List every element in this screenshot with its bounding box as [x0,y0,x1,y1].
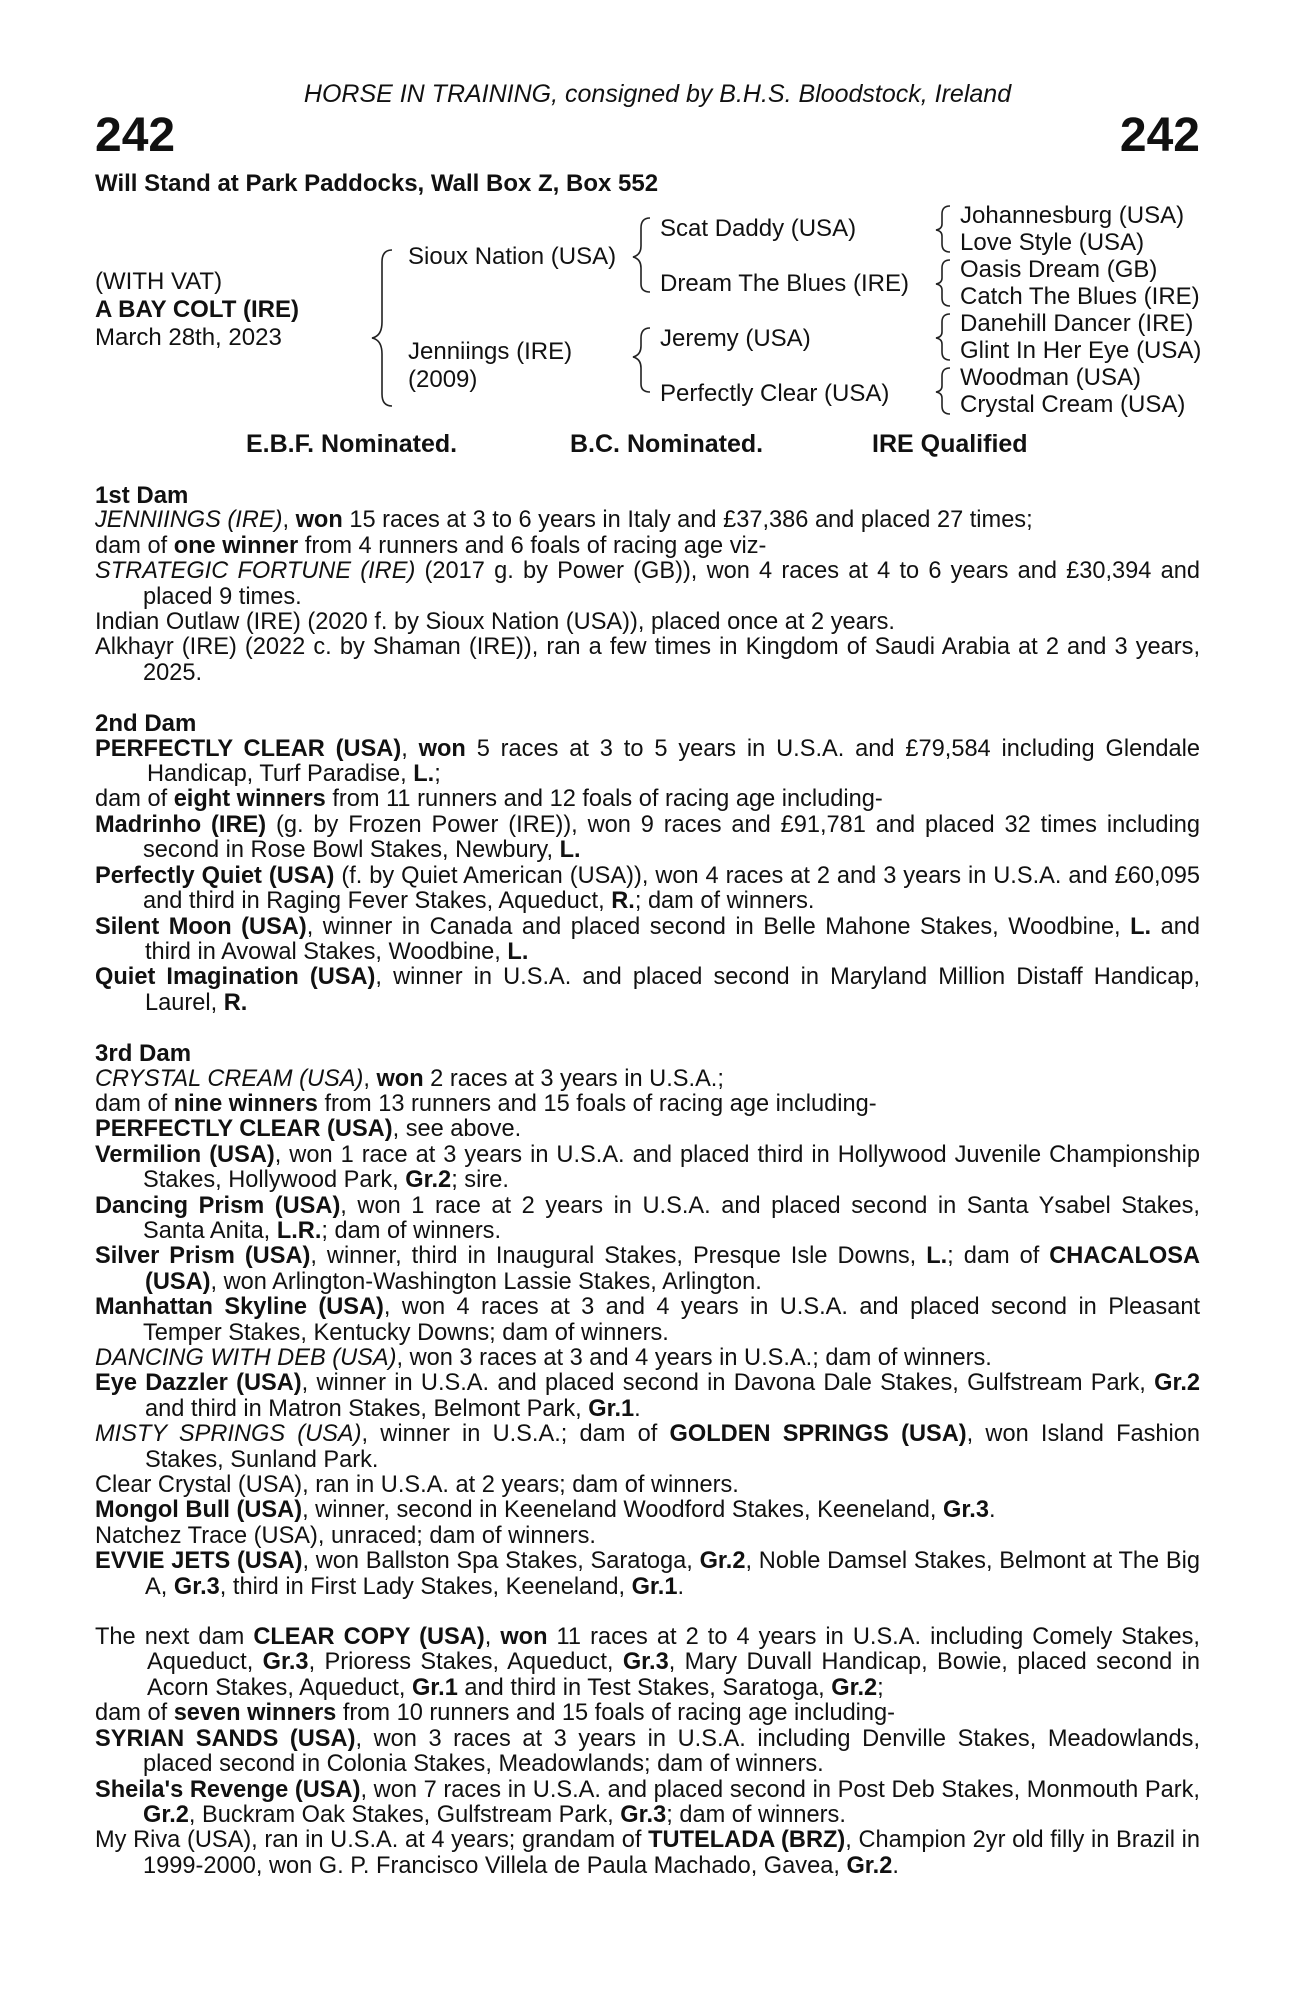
brace-dd [936,368,950,414]
dam-dam: Perfectly Clear (USA) [660,380,890,407]
produce-item: Perfectly Quiet (USA) (f. by Quiet American (USA)), won 4 races at 2 and 3 years in U.S.A. and £60,095 and third in Raging Fever Stakes, Aqueduct, R.; dam of winners. [95,862,1200,915]
consignment-line: HORSE IN TRAINING, consigned by B.H.S. Bloodstock, Ireland [303,80,1012,108]
dd-dam: Crystal Cream (USA) [960,391,1186,418]
dam: Jenniings (IRE) [408,338,573,365]
brace-ss [936,206,950,252]
vat-note: (WITH VAT) [95,268,223,295]
produce-item: Natchez Trace (USA), unraced; dam of winners. [95,1522,596,1549]
produce-item: Indian Outlaw (IRE) (2020 f. by Sioux Nation (USA)), placed once at 2 years. [95,609,895,636]
produce-item: Manhattan Skyline (USA), won 4 races at 3 and 4 years in U.S.A. and placed second in Pleasant Temper Stakes, Kentucky Downs; dam of winners. [95,1294,1201,1346]
produce-item: Madrinho (IRE) (g. by Frozen Power (IRE)), won 9 races and £91,781 and placed 32 times including second in Rose Bowl Stakes, Newbury, L. [95,811,1200,864]
brace-main [372,250,392,406]
first-dam-produce-line: dam of one winner from 4 runners and 6 foals of racing age viz- [95,532,767,559]
stand-location: Will Stand at Park Paddocks, Wall Box Z, Box 552 [95,170,659,197]
sire-sire: Scat Daddy (USA) [660,215,857,242]
sire-dam: Dream The Blues (IRE) [660,270,909,297]
second-dam-produce-line: dam of eight winners from 11 runners and 12 foals of racing age including- [95,786,883,813]
first-dam-heading: 1st Dam [95,482,189,509]
grand-produce-item: Mongol Bull (USA), winner, second in Keeneland Woodford Stakes, Keeneland, Gr.3. [95,1497,996,1524]
ds-sire: Danehill Dancer (IRE) [960,310,1194,337]
second-dam-heading: 2nd Dam [95,710,197,738]
ire-qualified: IRE Qualified [872,430,1028,458]
sd-sire: Oasis Dream (GB) [960,256,1158,283]
grand-produce-item: MISTY SPRINGS (USA), winner in U.S.A.; dam of GOLDEN SPRINGS (USA), won Island Fashion Stakes, Sunland Park. [95,1421,1201,1473]
brace-dam [633,328,650,392]
horse-name: A BAY COLT (IRE) [95,296,300,323]
sd-dam: Catch The Blues (IRE) [960,283,1200,310]
dd-sire: Woodman (USA) [960,364,1141,391]
grand-produce-item: EVVIE JETS (USA), won Ballston Spa Stakes, Saratoga, Gr.2, Noble Damsel Stakes, Belmont at The Big A, Gr.3, third in First Lady Stakes, Keeneland, Gr.1. [95,1548,1200,1600]
first-dam-line: JENNIINGS (IRE), won 15 races at 3 to 6 years in Italy and £37,386 and placed 27 times; [95,507,1033,534]
produce-item: PERFECTLY CLEAR (USA), see above. [95,1116,522,1143]
grand-produce-item: Silent Moon (USA), winner in Canada and placed second in Belle Mahone Stakes, Woodbine, L. and third in Avowal Stakes, Woodbine, L. [95,913,1200,965]
grand-produce-item: Silver Prism (USA), winner, third in Inaugural Stakes, Presque Isle Downs, L.; dam of CHACALOSA (USA), won Arlington-Washington Lassie Stakes, Arlington. [95,1243,1200,1295]
grand-produce-item: Quiet Imagination (USA), winner in U.S.A. and placed second in Maryland Million Distaff Handicap, Laurel, R. [95,964,1201,1016]
sire: Sioux Nation (USA) [408,243,617,270]
produce-item: Sheila's Revenge (USA), won 7 races in U.S.A. and placed second in Post Deb Stakes, Monmouth Park, Gr.2, Buckram Oak Stakes, Gulfstream Park, Gr.3; dam of winners. [95,1776,1200,1828]
produce-item: Dancing Prism (USA), won 1 race at 2 years in U.S.A. and placed second in Santa Ysabel Stakes, Santa Anita, L.R.; dam of winners. [95,1192,1200,1244]
produce-item: STRATEGIC FORTUNE (IRE) (2017 g. by Power (GB)), won 4 races at 4 to 6 years and £30,394 and placed 9 times. [95,558,1200,610]
dam-year: (2009) [408,366,478,393]
brace-sd [936,260,950,306]
produce-item: My Riva (USA), ran in U.S.A. at 4 years; grandam of TUTELADA (BRZ), Champion 2yr old filly in Brazil in 1999-2000, won G. P. Francisco Villela de Paula Machado, Gavea, Gr.2. [95,1827,1201,1879]
second-dam-line: PERFECTLY CLEAR (USA), won 5 races at 3 to 5 years in U.S.A. and £79,584 including Glendale Handicap, Turf Paradise, L.; [95,735,1200,788]
produce-item: Alkhayr (IRE) (2022 c. by Shaman (IRE)), ran a few times in Kingdom of Saudi Arabia at 2 and 3 years, 2025. [95,634,1200,686]
next-dam-produce-line: dam of seven winners from 10 runners and 15 foals of racing age including- [95,1700,896,1727]
lot-number-right: 242 [1119,109,1200,162]
brace-sire [633,218,650,292]
third-dam-produce-line: dam of nine winners from 13 runners and 15 foals of racing age including- [95,1090,877,1117]
ebf-nomination: E.B.F. Nominated. [246,430,458,458]
grand-produce-item: Eye Dazzler (USA), winner in U.S.A. and placed second in Davona Dale Stakes, Gulfstream Park, Gr.2 and third in Matron Stakes, Belmont Park, Gr.1. [95,1370,1201,1422]
brace-ds [936,314,950,360]
third-dam-line: CRYSTAL CREAM (USA), won 2 races at 3 years in U.S.A.; [95,1065,724,1092]
third-dam-heading: 3rd Dam [95,1040,192,1068]
dam-sire: Jeremy (USA) [660,325,811,352]
ds-dam: Glint In Her Eye (USA) [960,337,1202,364]
ss-dam: Love Style (USA) [960,229,1145,256]
next-dam-line: The next dam CLEAR COPY (USA), won 11 races at 2 to 4 years in U.S.A. including Comely Stakes, Aqueduct, Gr.3, Prioress Stakes, Aqueduct, Gr.3, Mary Duvall Handicap, Bowie, placed second in Acorn Stakes, Aqueduct, Gr.1 and third in Test Stakes, Saratoga, Gr.2; [95,1624,1200,1701]
lot-number-left: 242 [95,109,176,162]
ss-sire: Johannesburg (USA) [960,202,1185,229]
foaling-date: March 28th, 2023 [95,324,282,351]
bc-nomination: B.C. Nominated. [570,430,764,458]
produce-item: Vermilion (USA), won 1 race at 3 years in U.S.A. and placed third in Hollywood Juvenile Championship Stakes, Hollywood Park, Gr.2; sire. [95,1141,1200,1194]
produce-item: SYRIAN SANDS (USA), won 3 races at 3 years in U.S.A. including Denville Stakes, Meadowlands, placed second in Colonia Stakes, Meadowlands; dam of winners. [95,1725,1200,1778]
produce-item: DANCING WITH DEB (USA), won 3 races at 3 and 4 years in U.S.A.; dam of winners. [95,1345,992,1371]
catalogue-body [95,483,1200,1879]
produce-item: Clear Crystal (USA), ran in U.S.A. at 2 years; dam of winners. [95,1472,739,1499]
